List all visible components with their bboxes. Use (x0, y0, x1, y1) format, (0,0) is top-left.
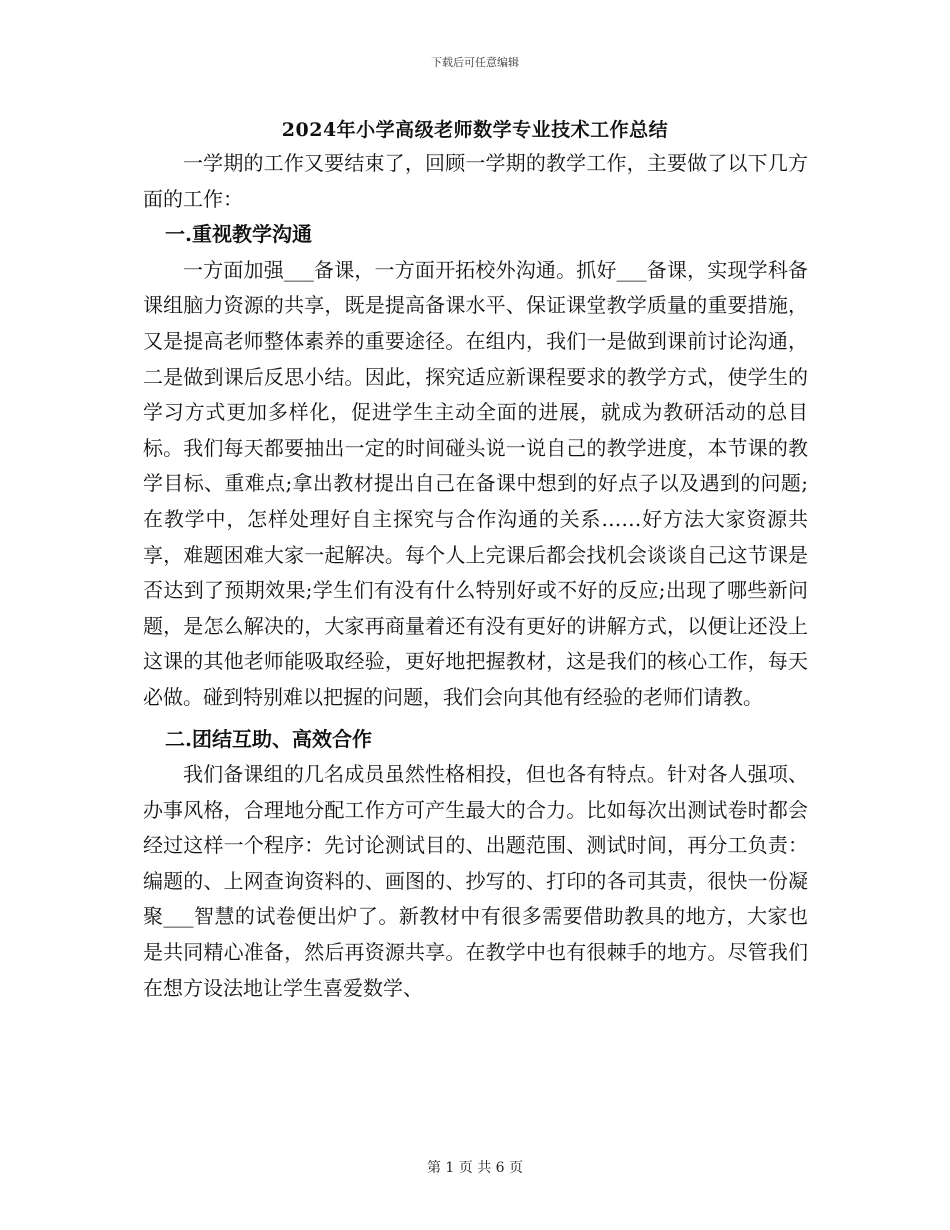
header-note: 下载后可任意编辑 (431, 56, 519, 69)
intro-paragraph: 一学期的工作又要结束了，回顾一学期的教学工作，主要做了以下几方面的工作： (143, 151, 808, 211)
document-body (143, 146, 808, 1006)
document-title: 2024年小学高级老师数学专业技术工作总结 (281, 119, 669, 141)
page-number: 第 1 页 共 6 页 (426, 1160, 524, 1176)
section-paragraph-2: 我们备课组的几名成员虽然性格相投，但也各有特点。针对各人强项、办事风格，合理地分配工作方可产生最大的合力。比如每次出测试卷时都会经过这样一个程序：先讨论测试目的、出题范围、测试时间，再分工负责：编题的、上网查询资料的、画图的、抄写的、打印的各司其责，很快一份凝聚___智慧的试卷便出炉了。新教材中有很多需要借助教具的地方，大家也是共同精心准备，然后再资源共享。在教学中也有很棘手的地方。尽管我们在想方设法地让学生喜爱数学、 (143, 762, 808, 1000)
section-paragraph-1: 一方面加强___备课，一方面开拓校外沟通。抓好___备课，实现学科备课组脑力资源的共享，既是提高备课水平、保证课堂教学质量的重要措施，又是提高老师整体素养的重要途径。在组内，我们一是做到课前讨论沟通，二是做到课后反思小结。因此，探究适应新课程要求的教学方式，使学生的学习方式更加多样化，促进学生主动全面的进展，就成为教研活动的总目标。我们每天都要抽出一定的时间碰头说一说自己的教学进度，本节课的教学目标、重难点;拿出教材提出自己在备课中想到的好点子以及遇到的问题;在教学中，怎样处理好自主探究与合作沟通的关系……好方法大家资源共享，难题困难大家一起解决。每个人上完课后都会找机会谈谈自己这节课是否达到了预期效果;学生们有没有什么特别好或不好的反应;出现了哪些新问题，是怎么解决的，大家再商量着还有没有更好的讲解方式，以便让还没上这课的其他老师能吸取经验，更好地把握教材，这是我们的核心工作，每天必做。碰到特别难以把握的问题，我们会向其他有经验的老师们请教。 (143, 257, 808, 709)
section-heading-2: 二.团结互助、高效合作 (165, 726, 372, 751)
section-heading-1: 一.重视教学沟通 (165, 222, 312, 247)
